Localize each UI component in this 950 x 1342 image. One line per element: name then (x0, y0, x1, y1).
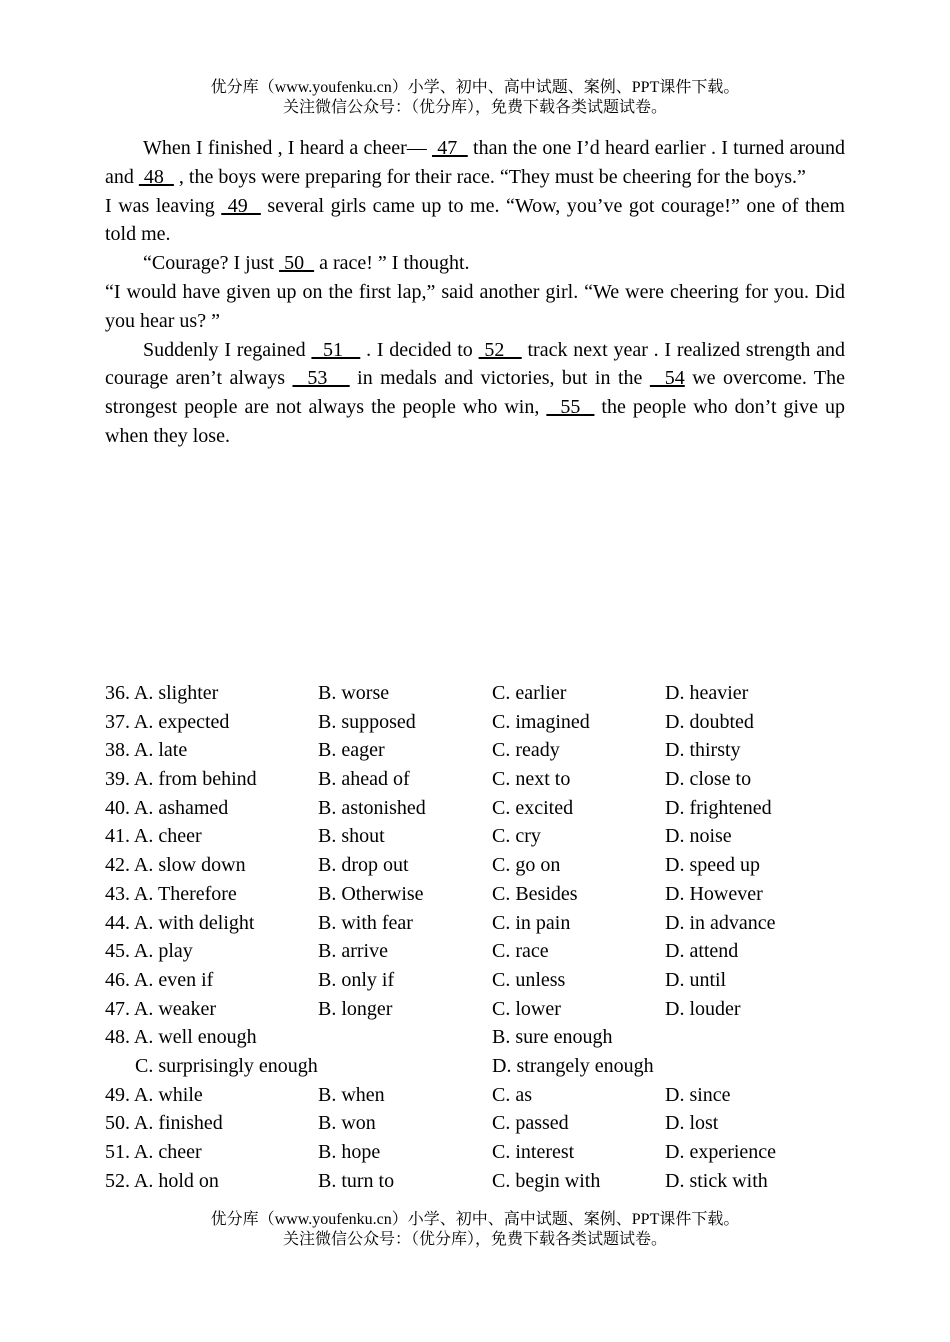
option-row: 43. A. Therefore B. Otherwise C. Besides D. However (105, 882, 763, 905)
blank-55: 55 (546, 396, 595, 419)
option-row: 47. A. weaker B. longer C. lower D. louder (105, 997, 741, 1020)
option-row: 45. A. play B. arrive C. race D. attend (105, 940, 739, 963)
footer-line-2: 关注微信公众号：（优分库），免费下载各类试题试卷。 (282, 1231, 667, 1248)
page-header (0, 78, 950, 118)
passage-paragraph-5: Suddenly I regained 51 . I decided to 52 track next year . I realized strength and courage aren’t always 53 in medals and victories, but in the 54 we overcome. The strongest people are not always the people who win, 55 the people who don’t give up when they lose. (105, 338, 846, 447)
option-row: 39. A. from behind B. ahead of C. next to D. close to (105, 768, 752, 791)
blank-53: 53 (292, 367, 350, 390)
option-row: 41. A. cheer B. shout C. cry D. noise (105, 825, 732, 848)
blank-50: 50 (279, 252, 315, 275)
passage-paragraph-2: I was leaving 49 several girls came up to me. “Wow, you’ve got courage!” one of them told me. (105, 194, 845, 246)
header-line-1: 优分库（www.youfenku.cn）小学、初中、高中试题、案例、PPT课件下载。 (210, 79, 740, 96)
option-row: 38. A. late B. eager C. ready D. thirsty (105, 739, 741, 762)
option-row: 50. A. finished B. won C. passed D. lost (105, 1112, 719, 1135)
passage-paragraph-3: “Courage? I just 50 a race! ” I thought. (143, 252, 470, 275)
footer-line-1: 优分库（www.youfenku.cn）小学、初中、高中试题、案例、PPT课件下载。 (210, 1211, 740, 1228)
option-row: 46. A. even if B. only if C. unless D. until (105, 968, 727, 991)
option-row: 36. A. slighter B. worse C. earlier D. heavier (105, 682, 749, 704)
option-row: 44. A. with delight B. with fear C. in pain D. in advance (105, 911, 776, 934)
blank-47: 47 (432, 137, 468, 159)
page-footer (0, 1210, 950, 1250)
option-row-48b: C. surprisingly enough D. strangely enough (135, 1054, 654, 1077)
option-row: 37. A. expected B. supposed C. imagined D. doubted (105, 710, 754, 733)
passage-paragraph-1: When I finished , I heard a cheer— 47 than the one I’d heard earlier . I turned around and 48 , the boys were preparing for their race. “They must be cheering for the boys.” (105, 137, 846, 188)
option-row: 51. A. cheer B. hope C. interest D. experience (105, 1141, 777, 1163)
option-row-48a: 48. A. well enough B. sure enough (105, 1026, 613, 1049)
answer-options (105, 679, 845, 1195)
passage-paragraph-4: “I would have given up on the first lap,” said another girl. “We were cheering for you. Did you hear us? ” (105, 280, 845, 332)
cloze-passage (105, 134, 845, 451)
option-row: 49. A. while B. when C. as D. since (105, 1083, 731, 1106)
blank-51: 51 (311, 338, 361, 361)
blank-54: 54 (649, 367, 685, 390)
header-line-2: 关注微信公众号：（优分库），免费下载各类试题试卷。 (282, 99, 667, 116)
option-row: 42. A. slow down B. drop out C. go on D. speed up (105, 854, 760, 877)
option-row: 52. A. hold on B. turn to C. begin with D. stick with (105, 1169, 768, 1192)
blank-48: 48 (138, 165, 174, 188)
blank-52: 52 (478, 338, 522, 361)
option-row: 40. A. ashamed B. astonished C. excited D. frightened (105, 796, 772, 819)
blank-49: 49 (221, 194, 261, 217)
